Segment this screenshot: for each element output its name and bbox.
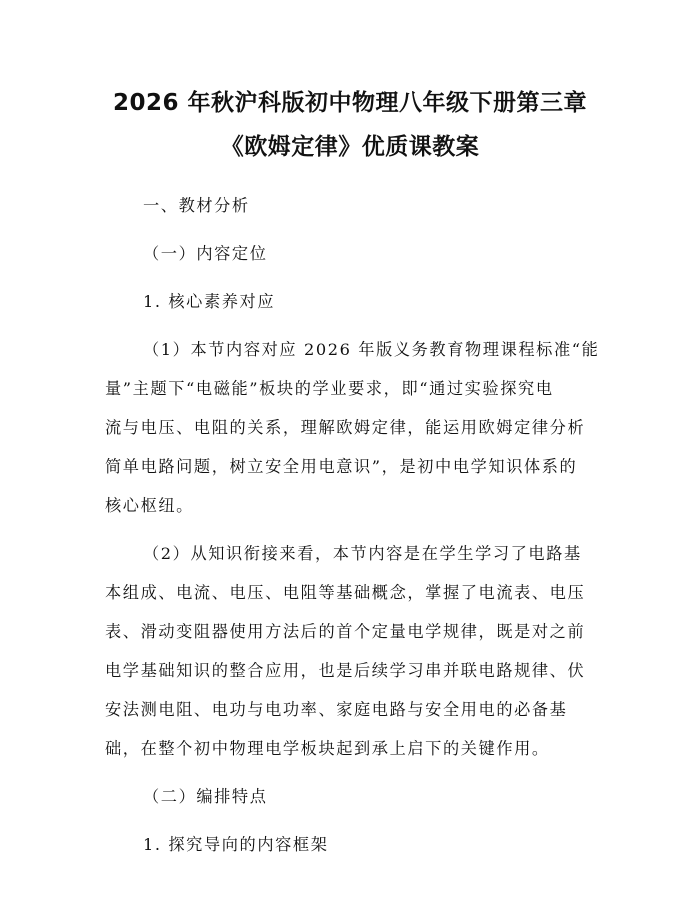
paragraph-2-line: （2）从知识衔接来看，本节内容是在学生学习了电路基 <box>143 544 582 563</box>
paragraph-2-line: 础，在整个初中物理电学板块起到承上启下的关键作用。 <box>105 739 550 758</box>
subsection-heading-content-positioning: （一）内容定位 <box>143 244 268 263</box>
item-heading-core-literacy: 1. 核心素养对应 <box>143 292 276 311</box>
paragraph-1-line: （1）本节内容对应 2026 年版义务教育物理课程标准“能 <box>143 340 600 359</box>
paragraph-2-line: 安法测电阻、电功与电功率、家庭电路与安全用电的必备基 <box>105 700 568 719</box>
document-title-line-2: 《欧姆定律》优质课教案 <box>220 134 480 160</box>
paragraph-2-line: 电学基础知识的整合应用，也是后续学习串并联电路规律、伏 <box>105 661 586 680</box>
document-title-line-1: 2026 年秋沪科版初中物理八年级下册第三章 <box>112 90 588 116</box>
subsection-heading-arrangement-features: （二）编排特点 <box>143 787 268 806</box>
paragraph-1-line: 简单电路问题，树立安全用电意识”，是初中电学知识体系的 <box>105 457 578 476</box>
paragraph-2-line: 本组成、电流、电压、电阻等基础概念，掌握了电流表、电压 <box>105 583 586 602</box>
paragraph-1-line: 量”主题下“电磁能”板块的学业要求，即“通过实验探究电 <box>105 379 554 398</box>
paragraph-1-line: 流与电压、电阻的关系，理解欧姆定律，能运用欧姆定律分析 <box>105 418 586 437</box>
section-heading-textbook-analysis: 一、教材分析 <box>143 196 250 215</box>
item-heading-inquiry-framework: 1. 探究导向的内容框架 <box>143 835 329 854</box>
paragraph-1-line: 核心枢纽。 <box>105 496 194 515</box>
paragraph-2-line: 表、滑动变阻器使用方法后的首个定量电学规律，既是对之前 <box>105 622 586 641</box>
